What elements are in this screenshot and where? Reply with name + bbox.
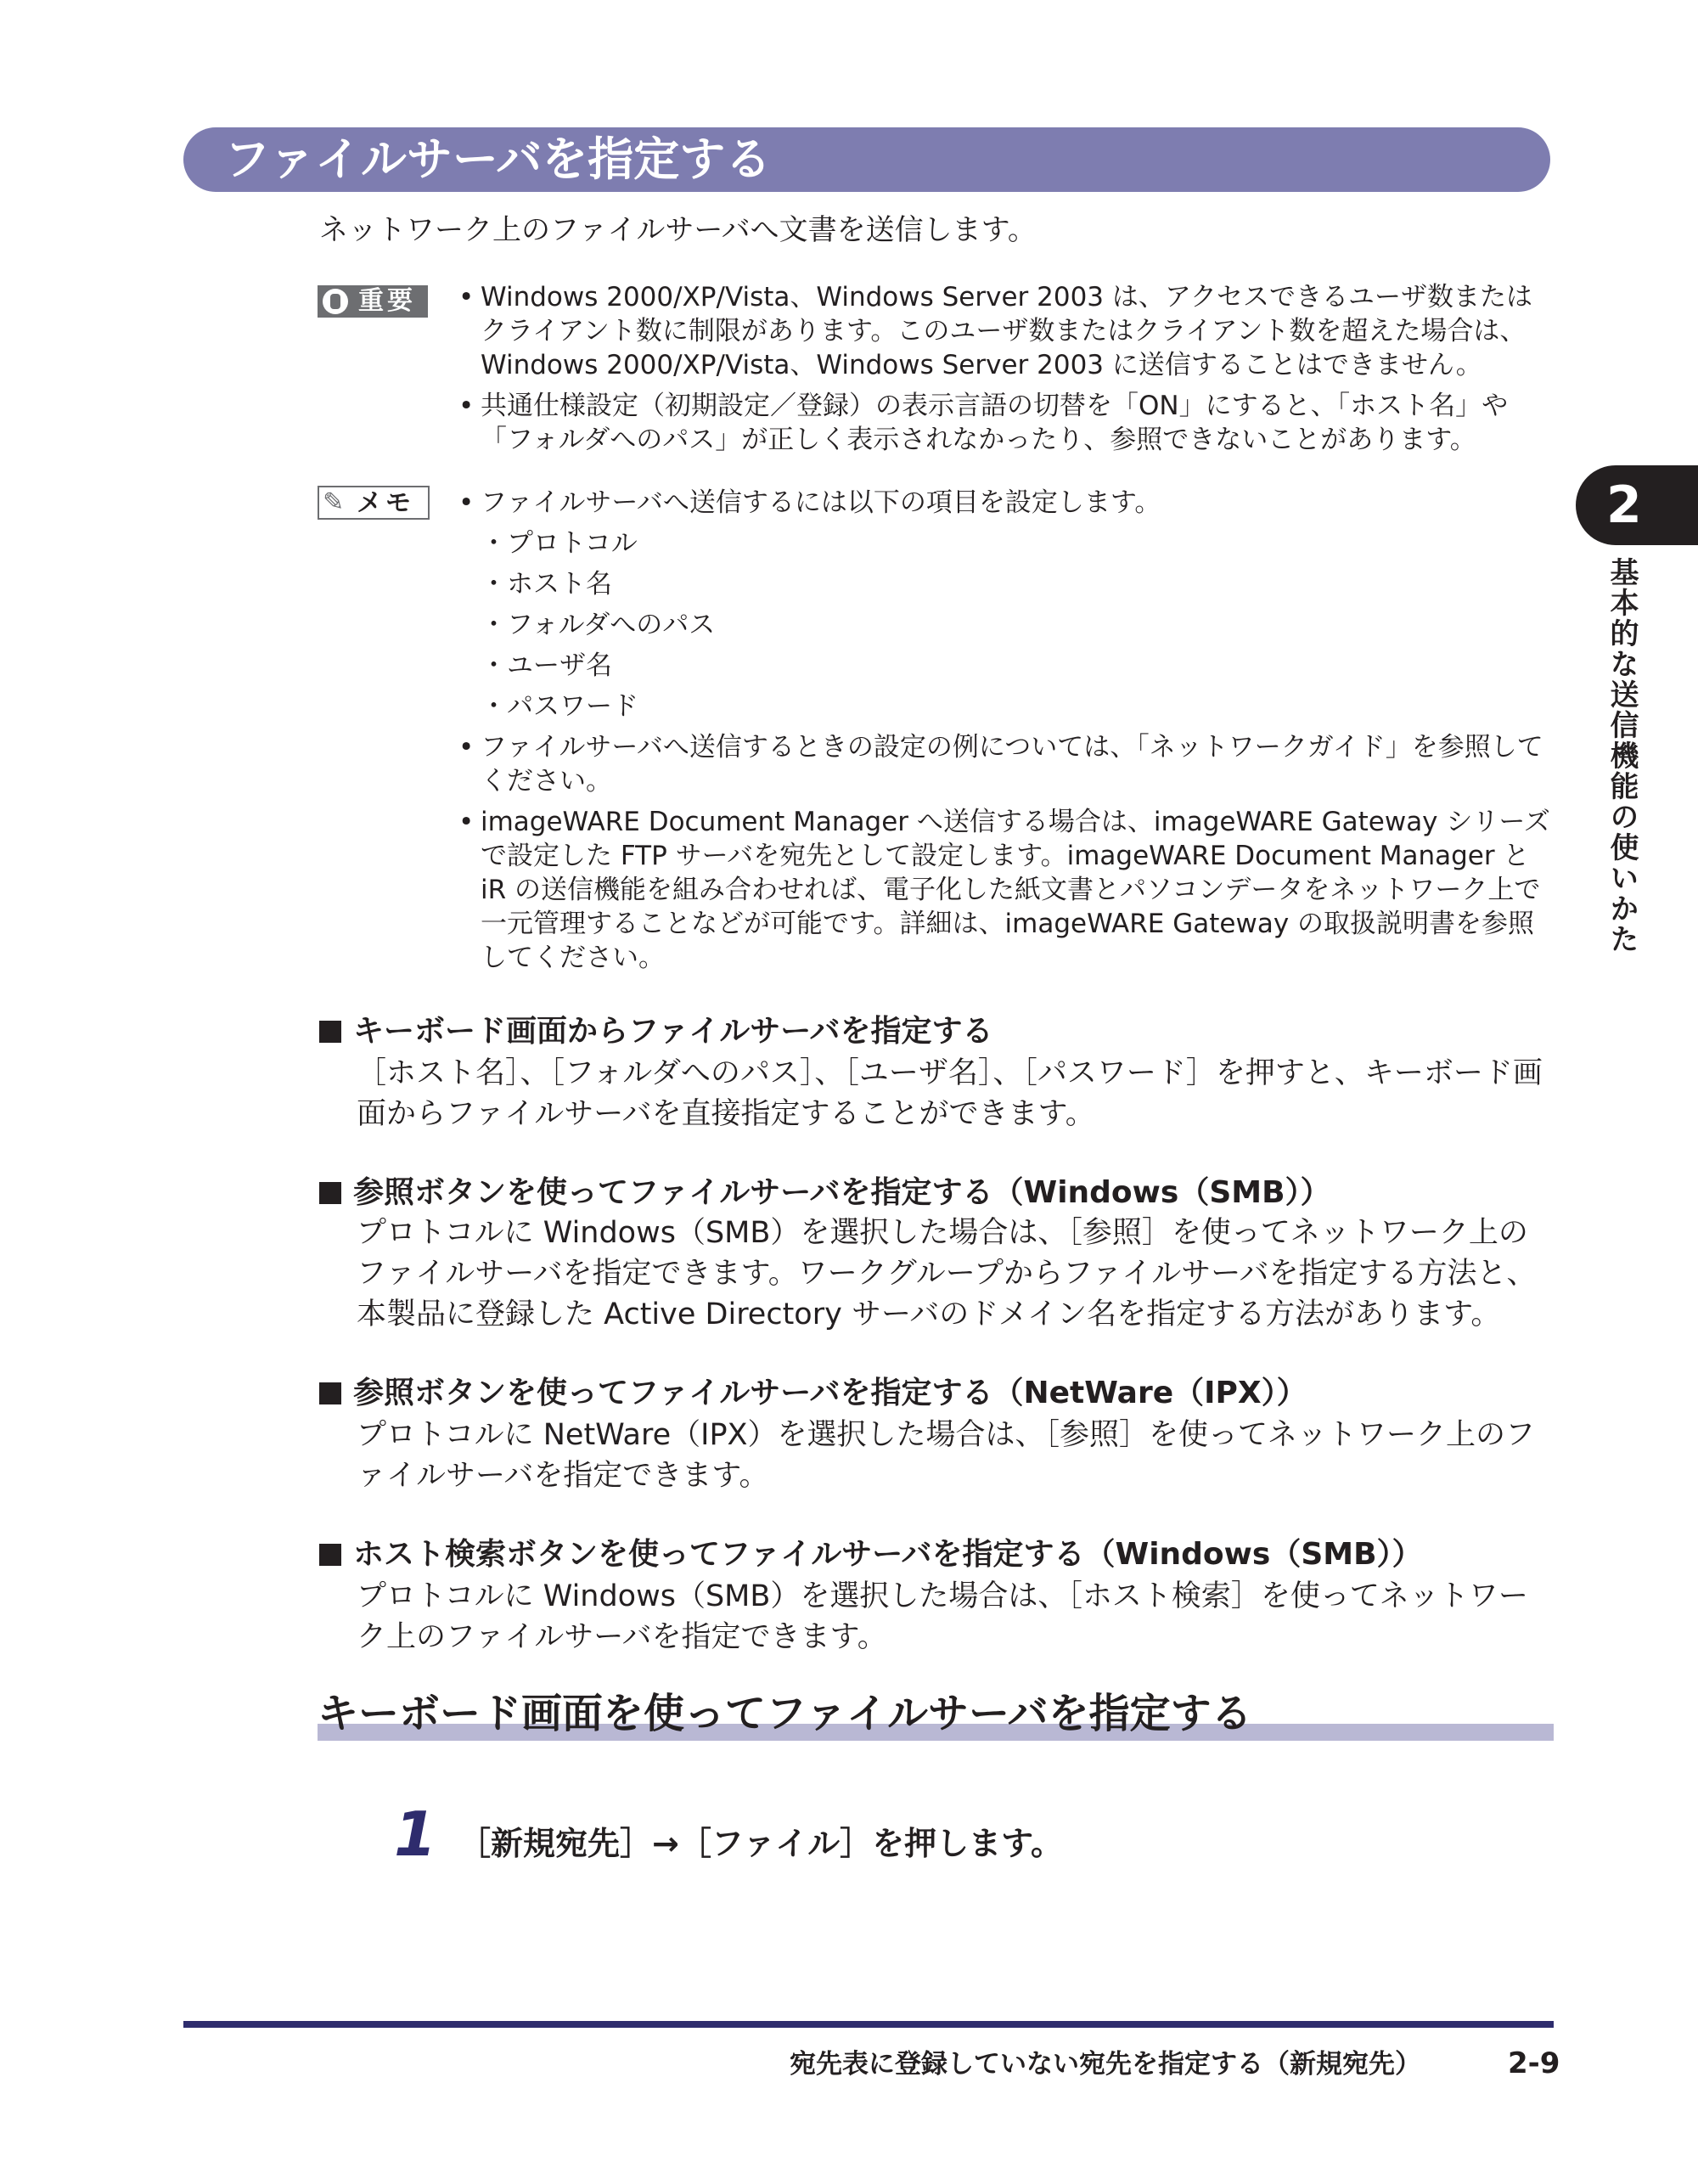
square-bullet-icon: [319, 1021, 341, 1043]
chapter-title: 基本的な送信機能の使いかた: [1605, 557, 1639, 954]
section-body: ［ホスト名］、［フォルダへのパス］、［ユーザ名］、［パスワード］を押すと、キーボード画面からファイルサーバを直接指定することができます。: [357, 1056, 1543, 1131]
memo-item: • ファイルサーバへ送信するときの設定の例については、「ネットワークガイド」を参照してください。: [458, 730, 1554, 798]
step-text: ［新規宛先］→［ファイル］を押します。: [458, 1825, 1064, 1862]
section-heading-text: キーボード画面からファイルサーバを指定する: [353, 1014, 993, 1049]
memo-item: • imageWARE Document Manager へ送信する場合は、imageWARE Gateway シリーズで設定した FTP サーバを宛先として設定します。imageWARE Document Manager と iR の送信機能を組み合わせれば、電子化した紙文書とパソコンデータをネットワーク上で一元管理することなどが可能です。詳細は、imageWARE Gateway の取扱説明書を参照してください。: [458, 805, 1554, 975]
section-body: プロトコルに Windows（SMB）を選択した場合は、［ホスト検索］を使ってネットワーク上のファイルサーバを指定できます。: [357, 1579, 1528, 1654]
section-heading-text: 参照ボタンを使ってファイルサーバを指定する（NetWare（IPX））: [353, 1376, 1307, 1410]
section-heading: [319, 1374, 1307, 1413]
intro-text: ネットワーク上のファイルサーバへ文書を送信します。: [319, 213, 1037, 247]
square-bullet-icon: [319, 1182, 341, 1204]
chapter-number: 2: [1606, 476, 1642, 535]
chapter-tab: [1576, 465, 1698, 545]
memo-subitem: ・パスワード: [481, 691, 638, 722]
footer-rule: [183, 2021, 1554, 2028]
section-heading: [319, 1012, 992, 1051]
memo-subitem: ・プロトコル: [481, 528, 638, 559]
page-number: 2-9: [1508, 2046, 1560, 2080]
section-body: プロトコルに Windows（SMB）を選択した場合は、［参照］を使ってネットワーク上のファイルサーバを指定できます。ワークグループからファイルサーバを指定する方法と、本製品に登録した Active Directory サーバのドメイン名を指定する方法があります。: [357, 1216, 1537, 1331]
section-heading: [319, 1174, 1331, 1213]
memo-subitem: ・ユーザ名: [481, 650, 612, 681]
memo-list: [458, 486, 1554, 982]
memo-item: • ファイルサーバへ送信するには以下の項目を設定します。: [458, 486, 1554, 520]
section-heading-text: ホスト検索ボタンを使ってファイルサーバを指定する（Windows（SMB））: [353, 1537, 1423, 1572]
subsection-title-text: キーボード画面を使ってファイルサーバを指定する: [318, 1690, 1252, 1737]
important-item: • 共通仕様設定（初期設定／登録）の表示言語の切替を「ON」にすると、「ホスト名」や「フォルダへのパス」が正しく表示されなかったり、参照できないことがあります。: [458, 389, 1554, 457]
page-title: ファイルサーバを指定する: [224, 132, 772, 186]
section-title-bar: [183, 127, 1550, 192]
memo-subitem: ・ホスト名: [481, 569, 612, 599]
hand-stop-icon: [323, 289, 348, 314]
section-body: プロトコルに NetWare（IPX）を選択した場合は、［参照］を使ってネットワーク上のファイルサーバを指定できます。: [357, 1418, 1536, 1493]
important-badge: [318, 285, 428, 318]
square-bullet-icon: [319, 1544, 341, 1566]
section-heading-text: 参照ボタンを使ってファイルサーバを指定する（Windows（SMB））: [353, 1175, 1331, 1210]
footer-text: 宛先表に登録していない宛先を指定する（新規宛先）: [790, 2049, 1421, 2080]
pencil-icon: ✎: [323, 487, 345, 517]
square-bullet-icon: [319, 1382, 341, 1404]
memo-label: メモ: [357, 488, 414, 518]
important-label: 重要: [358, 286, 416, 316]
step-number: 1: [394, 1798, 437, 1870]
section-heading: [319, 1535, 1423, 1574]
subsection-title: [318, 1690, 1554, 1741]
memo-badge: [318, 486, 430, 520]
important-item: • Windows 2000/XP/Vista、Windows Server 2003 は、アクセスできるユーザ数またはクライアント数に制限があります。このユーザ数またはクライアント数を超えた場合は、Windows 2000/XP/Vista、Windows Server 2003 に送信することはできません。: [458, 280, 1554, 382]
memo-subitem: ・フォルダへのパス: [481, 610, 716, 640]
important-list: [458, 280, 1554, 464]
